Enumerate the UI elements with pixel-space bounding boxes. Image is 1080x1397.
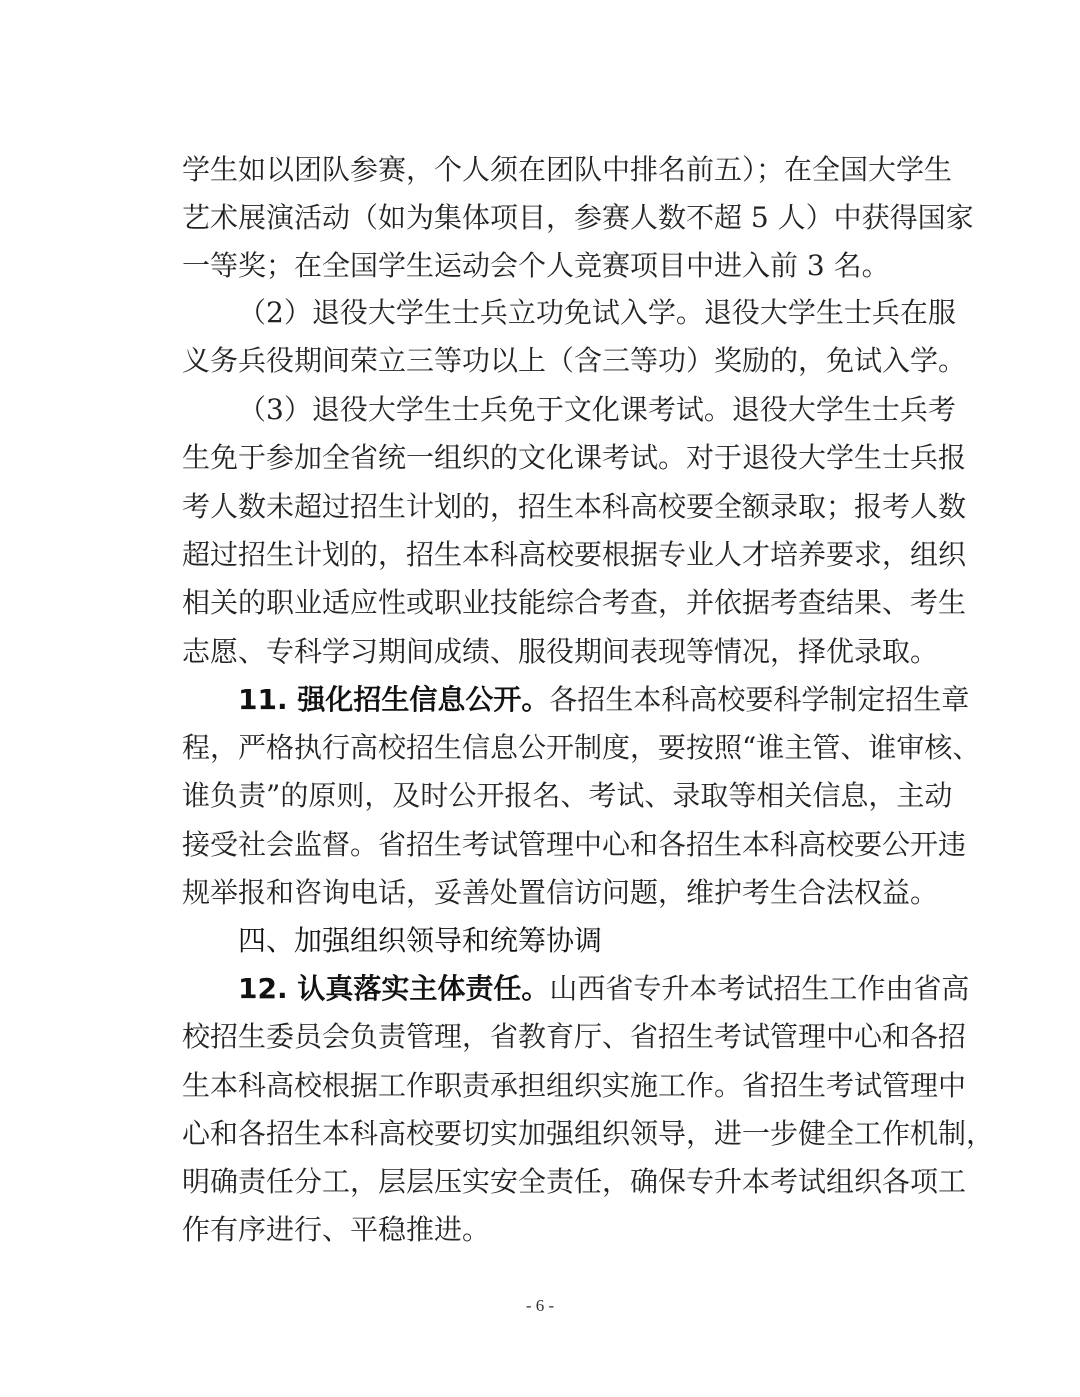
section-12-text: 山西省专升本考试招生工作由省高 [549,972,970,1005]
text-line: 超过招生计划的，招生本科高校要根据专业人才培养要求，组织 [182,538,967,571]
text-line: 志愿、专科学习期间成绩、服役期间表现等情况，择优录取。 [182,635,939,668]
text-line: 接受社会监督。省招生考试管理中心和各招生本科高校要公开违 [182,828,967,861]
section-12-first-line [238,969,970,1009]
text-line: （3）退役大学生士兵免于文化课考试。退役大学生士兵考 [238,393,956,426]
text-line: （2）退役大学生士兵立功免试入学。退役大学生士兵在服 [238,296,956,329]
section-11-first-line [238,680,970,720]
section-heading: 四、加强组织领导和统筹协调 [238,924,603,957]
text-line: 生免于参加全省统一组织的文化课考试。对于退役大学生士兵报 [182,441,967,474]
text-line: 程，严格执行高校招生信息公开制度，要按照“谁主管、谁审核、 [182,731,981,764]
text-line: 相关的职业适应性或职业技能综合考查，并依据考查结果、考生 [182,586,967,619]
text-line: 心和各招生本科高校要切实加强组织领导，进一步健全工作机制， [182,1117,995,1150]
text-line: 规举报和咨询电话，妥善处置信访问题，维护考生合法权益。 [182,876,939,909]
section-11-heading: 11. 强化招生信息公开。 [238,683,550,716]
text-line: 谁负责”的原则，及时公开报名、考试、录取等相关信息，主动 [182,779,953,812]
section-12-heading: 12. 认真落实主体责任。 [238,972,550,1005]
text-line: 学生如以团队参赛，个人须在团队中排名前五）；在全国大学生 [182,153,953,186]
text-line: 义务兵役期间荣立三等功以上（含三等功）奖励的，免试入学。 [182,344,967,377]
section-11-text: 各招生本科高校要科学制定招生章 [549,683,970,716]
text-line: 校招生委员会负责管理，省教育厅、省招生考试管理中心和各招 [182,1020,967,1053]
text-line: 生本科高校根据工作职责承担组织实施工作。省招生考试管理中 [182,1069,967,1102]
text-line: 一等奖；在全国学生运动会个人竞赛项目中进入前 3 名。 [182,249,890,282]
text-line: 明确责任分工，层层压实安全责任，确保专升本考试组织各项工 [182,1165,967,1198]
page-number: - 6 - [525,1296,555,1315]
text-line: 考人数未超过招生计划的，招生本科高校要全额录取；报考人数 [182,490,967,523]
text-line: 艺术展演活动（如为集体项目，参赛人数不超 5 人）中获得国家 [182,201,974,234]
text-line: 作有序进行、平稳推进。 [182,1213,491,1246]
